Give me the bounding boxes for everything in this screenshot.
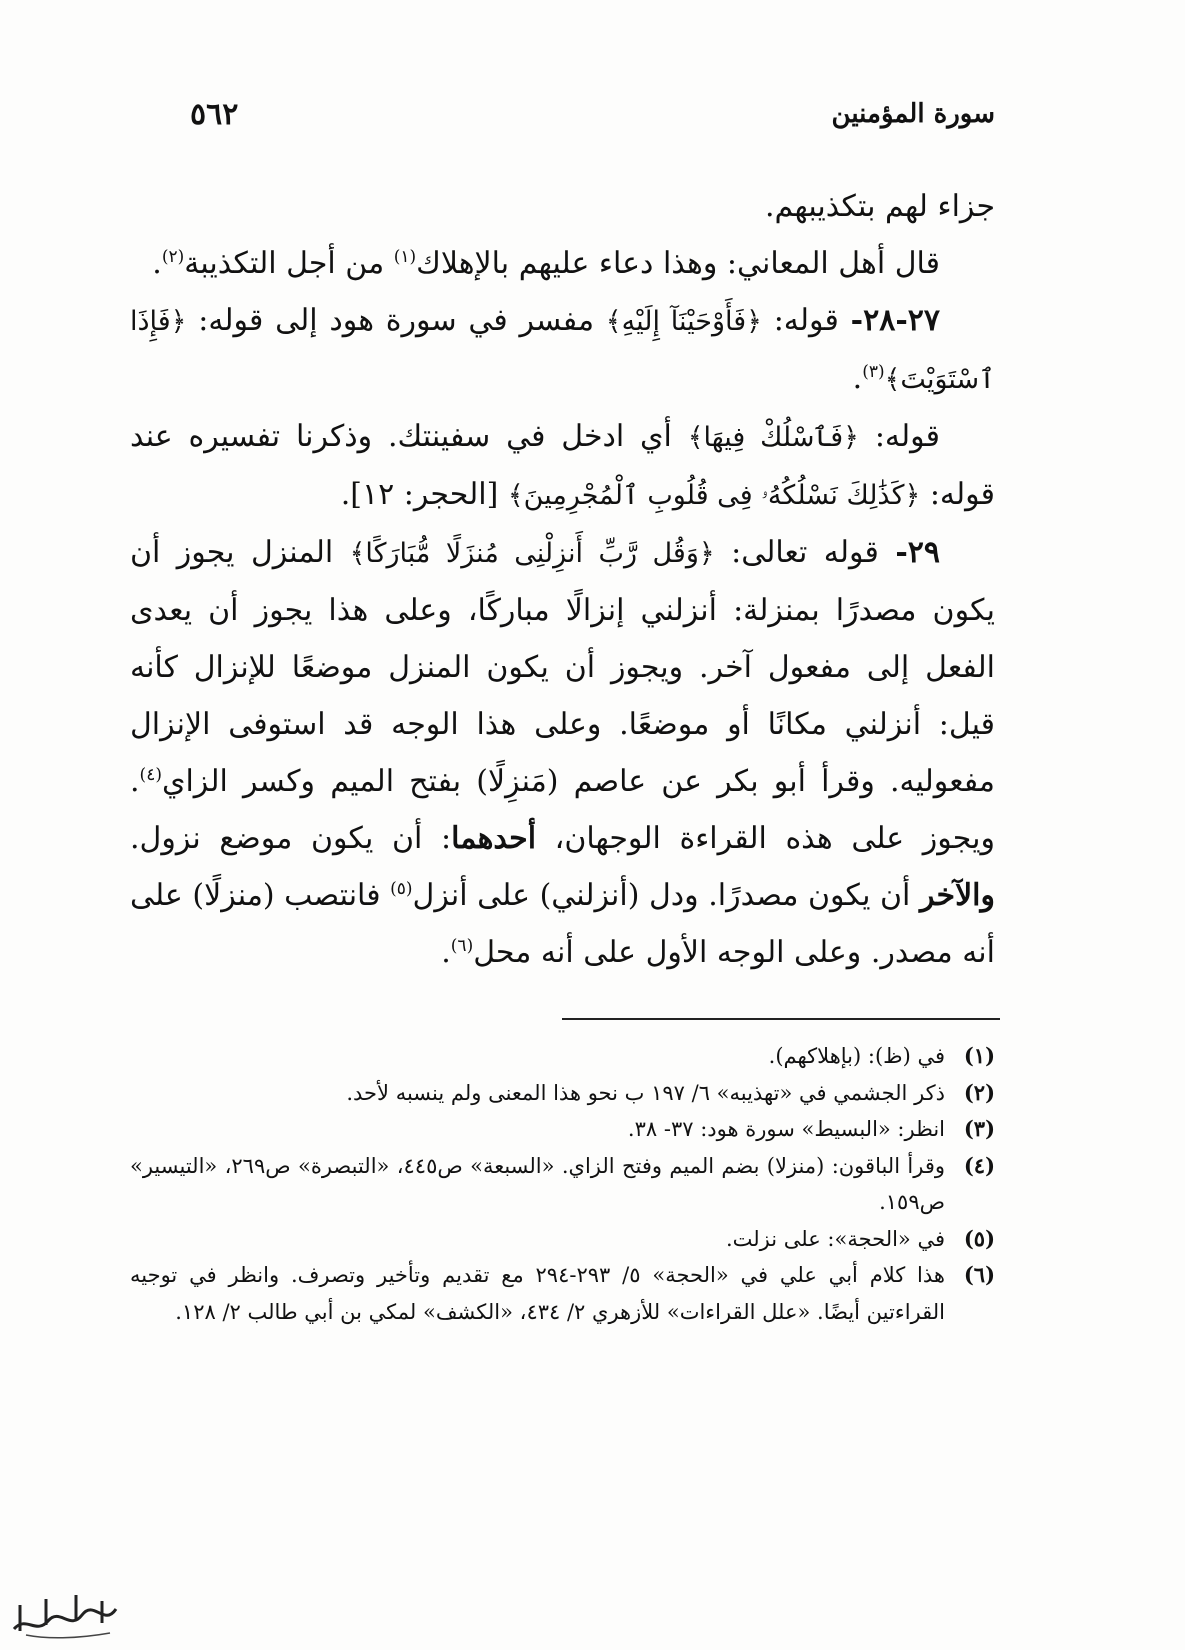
text-run: . bbox=[152, 246, 162, 281]
footnote-1 bbox=[130, 1038, 995, 1075]
footnote-4 bbox=[130, 1148, 995, 1221]
paragraph-verse-29 bbox=[130, 524, 995, 981]
page-header bbox=[190, 92, 995, 136]
verse-number: ٢٩- bbox=[895, 535, 940, 570]
text-run: من أجل التكذيبة bbox=[184, 246, 394, 281]
text-run: . bbox=[852, 361, 863, 396]
text-run: [الحجر: ١٢]. bbox=[340, 477, 508, 512]
paragraph-2 bbox=[130, 235, 995, 292]
footnote-2 bbox=[130, 1075, 995, 1112]
paragraph-verses-27-28 bbox=[130, 292, 995, 408]
quran-quote: ﴿وَقُل رَّبِّ أَنزِلْنِى مُنزَلًا مُّبَارَكًا﴾ bbox=[349, 538, 715, 569]
footnotes bbox=[130, 1038, 995, 1330]
footnote-separator bbox=[562, 1018, 1000, 1020]
main-text bbox=[130, 178, 995, 981]
paragraph-3 bbox=[130, 408, 995, 524]
text-run: . bbox=[441, 935, 451, 970]
text-run: المنزل يجوز أن يكون مصدرًا بمنزلة: أنزلني إنزالًا مباركًا، وعلى هذا يجوز أن يعدى الفعل إلى مفعول آخر. ويجوز أن يكون المنزل موضعًا للإنزال كأنه قيل: أنزلني مكانًا أو موضعًا. وعلى هذا الوجه قد استوفى الإنزال مفعوليه. وقرأ أبو بكر عن عاصم (مَنزِلًا) بفتح الميم وكسر الزاي bbox=[130, 535, 995, 799]
footnote-text: هذا كلام أبي علي في «الحجة» ٥/ ٢٩٣-٢٩٤ مع تقديم وتأخير وتصرف. وانظر في توجيه القراءتين أيضًا. «علل القراءات» للأزهري ٢/ ٤٣٤، «الكشف» لمكي بن أبي طالب ٢/ ١٢٨. bbox=[130, 1263, 945, 1324]
footnote-ref-5[interactable]: (٥) bbox=[390, 879, 413, 899]
footnote-text: في (ظ): (بإهلاكهم). bbox=[768, 1044, 945, 1068]
footnote-3 bbox=[130, 1111, 995, 1148]
footnote-ref-6[interactable]: (٦) bbox=[450, 936, 474, 956]
footnote-ref-3[interactable]: (٣) bbox=[862, 362, 885, 382]
footnote-number: (٥) bbox=[963, 1225, 995, 1251]
text-run: قوله: bbox=[761, 303, 851, 338]
page-number: ٥٦٢ bbox=[190, 96, 239, 132]
footnote-number: (١) bbox=[963, 1043, 995, 1068]
publisher-logo bbox=[6, 1585, 124, 1641]
text-run: . ويجوز على هذه القراءة الوجهان، bbox=[130, 764, 995, 856]
text-run: أي ادخل في سفينتك. وذكرنا تفسيره عند قوله: bbox=[130, 419, 995, 512]
footnote-ref-1[interactable]: (١) bbox=[393, 247, 417, 267]
text-run: : أن يكون موضع نزول. bbox=[130, 821, 452, 856]
text-run: أن يكون مصدرًا. ودل (أنزلني) على أنزل bbox=[412, 878, 920, 913]
verse-number: ٢٧-٢٨- bbox=[850, 303, 940, 338]
footnote-text: في «الحجة»: على نزلت. bbox=[725, 1226, 945, 1251]
text-run: قال أهل المعاني: وهذا دعاء عليهم بالإهلاك bbox=[416, 246, 940, 281]
footnote-number: (٦) bbox=[963, 1262, 995, 1287]
footnote-ref-2[interactable]: (٢) bbox=[161, 247, 185, 267]
text-run: فانتصب (منزلًا) على أنه مصدر. وعلى الوجه الأول على أنه محل bbox=[130, 878, 995, 970]
surah-title: سورة المؤمنين bbox=[831, 99, 995, 129]
text-run: قوله: bbox=[859, 419, 940, 454]
footnote-text: ذكر الجشمي في «تهذيبه» ٦/ ١٩٧ ب نحو هذا المعنى ولم ينسبه لأحد. bbox=[346, 1080, 945, 1105]
footnote-text: وقرأ الباقون: (منزلا) بضم الميم وفتح الزاي. «السبعة» ص٤٤٥، «التبصرة» ص٢٦٩، «التيسير» ص١٥٩. bbox=[130, 1153, 945, 1214]
paragraph-1 bbox=[130, 178, 995, 235]
footnote-text: انظر: «البسيط» سورة هود: ٣٧- ٣٨. bbox=[627, 1117, 945, 1141]
quran-quote: ﴿فَأَوْحَيْنَآ إِلَيْهِ﴾ bbox=[605, 306, 762, 337]
bold-term: والآخر bbox=[919, 878, 995, 913]
footnote-6 bbox=[130, 1257, 995, 1330]
text-run: قوله تعالى: bbox=[714, 535, 896, 570]
footnote-5 bbox=[130, 1221, 995, 1258]
quran-quote: ﴿فَإِذَا ٱسْتَوَيْتَ﴾ bbox=[130, 306, 995, 395]
footnote-number: (٢) bbox=[963, 1079, 995, 1105]
footnote-number: (٣) bbox=[963, 1116, 995, 1141]
text-run: مفسر في سورة هود إلى قوله: bbox=[186, 303, 606, 338]
footnote-number: (٤) bbox=[963, 1152, 995, 1178]
bold-term: أحدهما bbox=[451, 821, 537, 856]
text-run: جزاء لهم بتكذيبهم. bbox=[765, 189, 995, 224]
quran-quote: ﴿كَذَٰلِكَ نَسْلُكُهُۥ فِى قُلُوبِ ٱلْمُجْرِمِينَ﴾ bbox=[507, 480, 921, 511]
footnote-ref-4[interactable]: (٤) bbox=[139, 765, 162, 785]
quran-quote: ﴿فَٱسْلُكْ فِيهَا﴾ bbox=[687, 422, 859, 453]
